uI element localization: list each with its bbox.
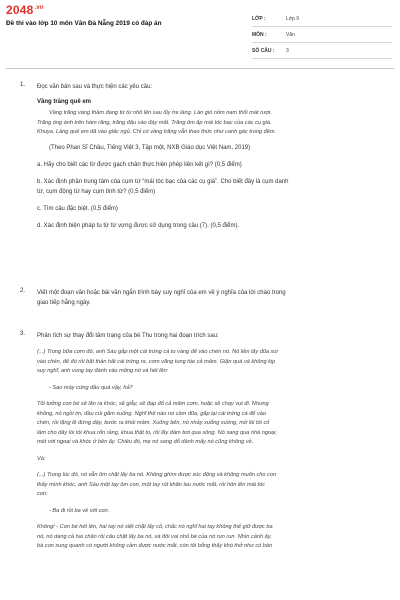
- excerpt-line: Tôi tưởng con bé sẽ lăn ra khóc, sẽ giẫy, sẽ đạp đổ cả mâm cơm, hoặc sẽ chạy vụt đi. Nhưng: [37, 401, 269, 407]
- excerpt-paragraph-3: [37, 471, 390, 500]
- question-text-cont: giao tiếp hằng ngày.: [37, 300, 91, 306]
- excerpt-line: nó, nó dang cả hai chân rồi câu chặt lấy ba nó, và đôi vai nhỏ bé của nó run run. Nhìn cảnh ấy,: [37, 533, 272, 540]
- document-meta: [252, 11, 392, 59]
- meta-value: 3: [286, 47, 289, 54]
- excerpt-line: làm cho dây lòi tói khua rổn rảng, khua thật to, rồi lấy dầm bơi qua sông. Nó sang qua nhà ngoại,: [37, 429, 278, 436]
- document-title: Đề thi vào lớp 10 môn Văn Đà Nẵng 2019 có đáp án: [6, 20, 162, 27]
- passage-line: Trăng óng ánh trên hàm răng, trăng đậu vào đáy mắt. Trăng ôm ấp mái tóc bạc của các cụ già.: [37, 119, 272, 126]
- subquestion-a: a. Hãy cho biết các từ được gạch chân thực hiện phép liên kết gì? (0,5 điểm): [37, 161, 242, 168]
- passage-source: (Theo Phan Sĩ Châu, Tiếng Việt 3, Tập một, NXB Giáo dục Việt Nam, 2019): [49, 144, 251, 151]
- passage: [37, 109, 390, 138]
- excerpt-paragraph-1: [37, 348, 390, 377]
- meta-value: Văn: [286, 31, 295, 38]
- document-header: [0, 0, 400, 66]
- excerpt-line: con:: [37, 491, 48, 497]
- subquestion-d: d. Xác định biện pháp tu từ từ vựng được sử dụng trong câu (7). (0,5 điểm).: [37, 222, 240, 229]
- header-divider: [6, 68, 394, 69]
- question-text: Viết một đoạn văn hoặc bài văn ngắn trình bày suy nghĩ của em về ý nghĩa của lời chào trong: [37, 290, 286, 296]
- excerpt-paragraph-2: [37, 400, 390, 448]
- excerpt-quote-1: - Sao mày cứng đầu quá vậy, hả?: [49, 384, 133, 391]
- passage-line: Vầng trăng vàng thầm đang từ từ nhô lên sau lũy tre làng. Làn gió nồm nam thổi mát rượi.: [49, 110, 272, 116]
- subquestion-b: b. Xác định phần trung tâm của cụm từ “mái tóc bạc của các cụ già”. Cho biết đây là cụm danh: [37, 178, 289, 185]
- meta-row-grade: [252, 11, 392, 27]
- subquestion-c: c. Tìm câu đặc biệt. (0,5 điểm): [37, 205, 118, 212]
- excerpt-line: (...) Trong bữa cơm đó, anh Sáu gắp một cái trứng cá to vàng để vào chén nó. Nó liền lấy đũa xoi: [37, 349, 278, 355]
- site-logo[interactable]: $2048^{.vn}$: [6, 3, 44, 17]
- excerpt-line: không, nó ngồi im, đầu cúi gằm xuống. Nghĩ thế nào nó cầm đũa, gắp lại cái trứng cá để vào: [37, 410, 266, 417]
- excerpt-connector: Và:: [37, 455, 46, 462]
- question-number: 1.: [20, 82, 26, 88]
- excerpt-line: Không! - Con bé hét lên, hai tay nó siết chặt lấy cổ, chắc nó nghĩ hai tay không thể giữ được ba: [37, 524, 273, 530]
- excerpt-line: mét với ngoại và khóc ở bên ấy. Chiều đó, mẹ nó sang dỗ dành mấy nó cũng không về.: [37, 439, 254, 445]
- excerpt-quote-2: - Ba đi rồi ba về với con.: [49, 507, 110, 514]
- passage-line: Khuya. Làng quê em đã vào giấc ngủ. Chỉ có vầng trăng vẫn thao thức như canh gác trong đêm.: [37, 129, 277, 135]
- meta-row-count: [252, 43, 392, 59]
- excerpt-line: chén, rồi lặng lẽ đứng dậy, bước ra khỏi mâm. Xuống bến, nó nhảy xuống xuồng, mở lòi tói cố: [37, 420, 270, 426]
- excerpt-line: thấy mình khóc, anh Sáu một tay ôm con, một tay rút khăn lau nước mắt, rồi hôn lên mái tóc: [37, 481, 265, 488]
- excerpt-line: vào chén, để đó rồi bất thần hất cái trứng ra, cơm văng tung tóe cả mâm. Giận quá và không kịp: [37, 358, 276, 365]
- excerpt-line: (...) Trong lúc đó, nó vẫn ôm chặt lấy ba nó. Không ghìm được xúc động và không muốn cho con: [37, 472, 277, 478]
- passage-title: Vầng trăng quê em: [37, 99, 92, 105]
- meta-label: LỚP :: [252, 15, 266, 22]
- excerpt-paragraph-4: [37, 523, 390, 552]
- excerpt-line: bà con xung quanh có người không cầm được nước mắt, còn tôi bỗng thấy khó thở như có bàn: [37, 543, 273, 549]
- meta-label: MÔN :: [252, 31, 267, 38]
- question-number: 2.: [20, 288, 26, 294]
- meta-row-subject: [252, 27, 392, 43]
- excerpt-line: suy nghĩ, anh vung tay đánh vào mông nó và hét lên:: [37, 368, 169, 374]
- question-number: 3.: [20, 331, 26, 337]
- meta-label: SỐ CÂU :: [252, 47, 275, 54]
- question-instruction: Đọc văn bản sau và thực hiện các yêu cầu:: [37, 84, 153, 90]
- meta-value: Lớp 9: [286, 15, 300, 22]
- subquestion-b-cont: từ, cụm động từ hay cụm tính từ? (0,5 điểm): [37, 188, 156, 195]
- question-instruction: Phân tích sự thay đổi tâm trạng của bé Thu trong hai đoạn trích sau:: [37, 333, 219, 339]
